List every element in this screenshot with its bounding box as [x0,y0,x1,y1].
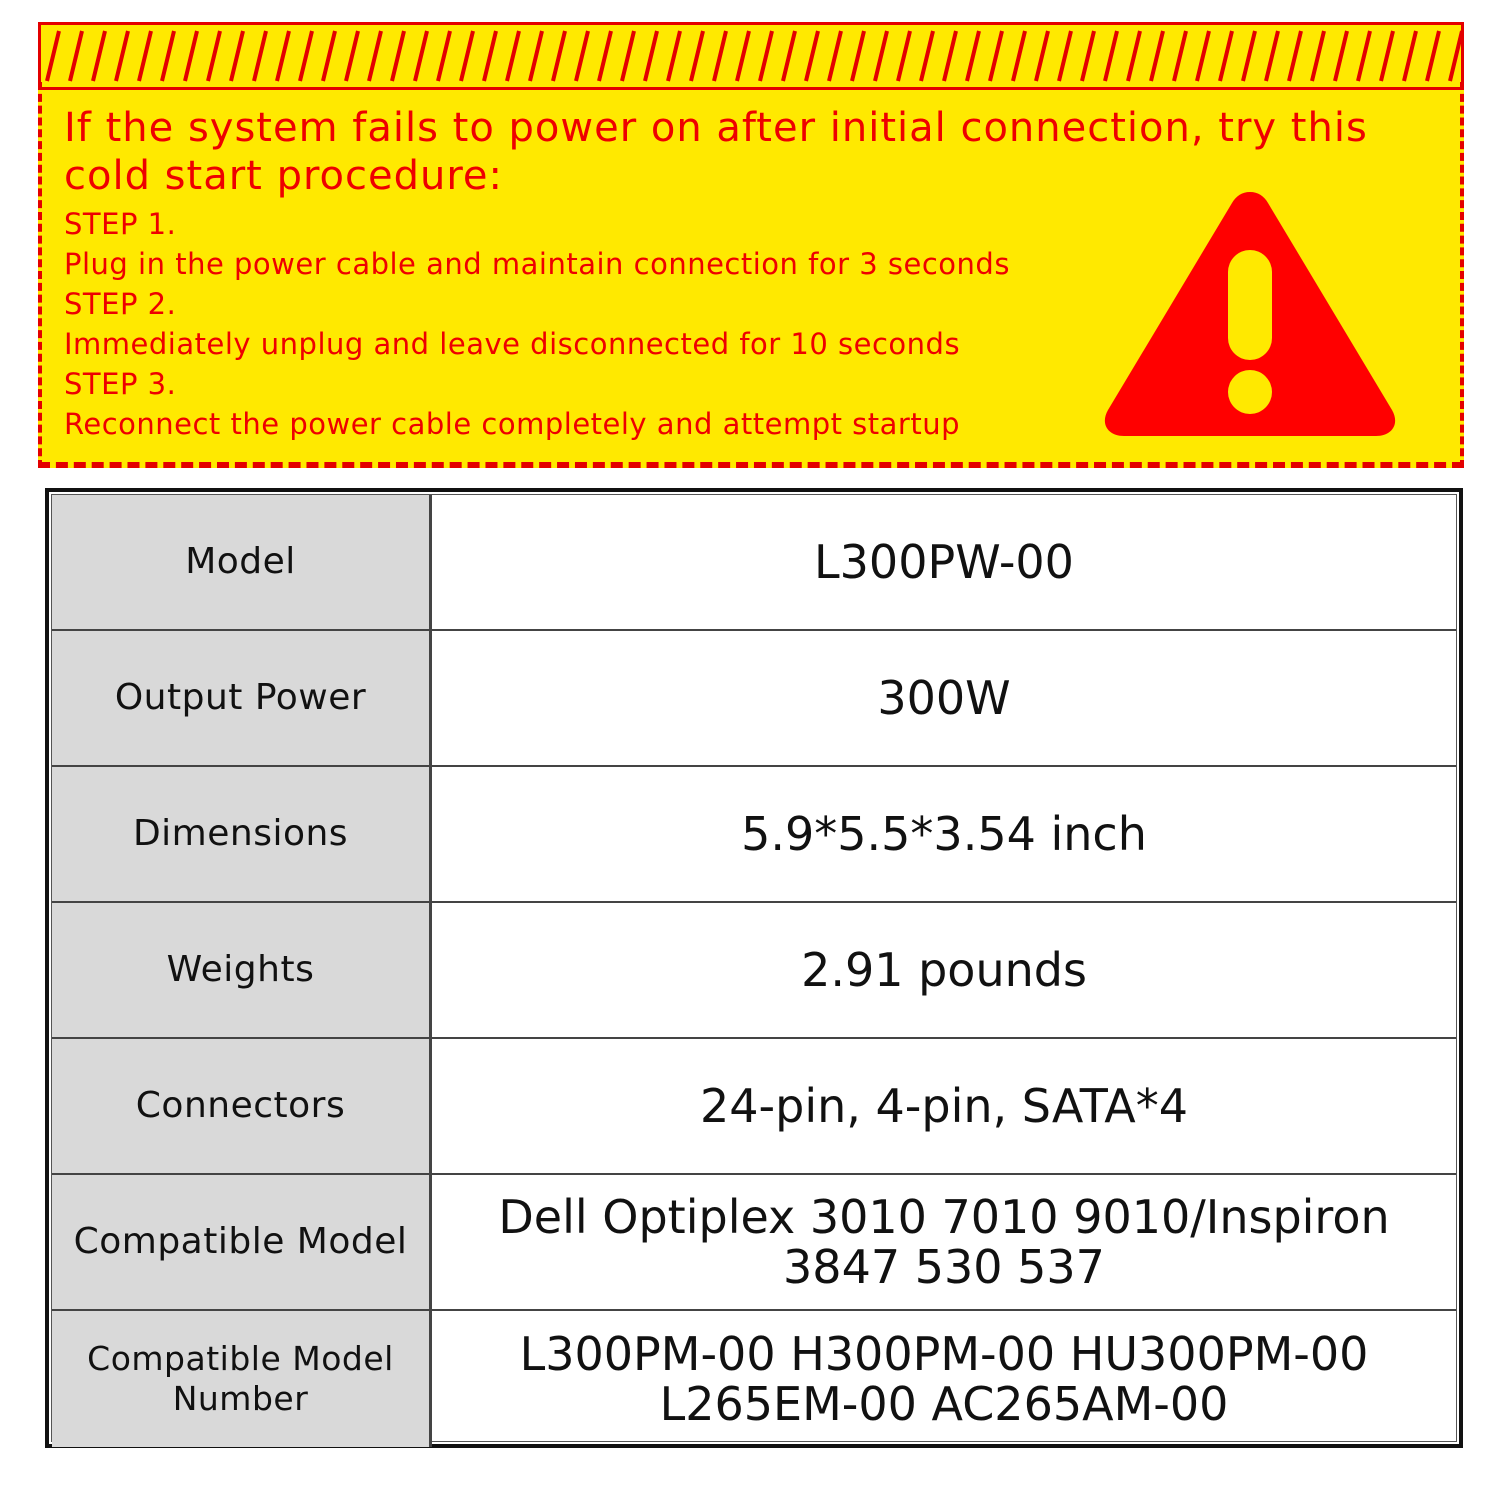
hazard-stripe-line [1450,31,1461,81]
step-3-title: STEP 3. [64,367,177,401]
hazard-stripe-line [300,31,312,81]
table-row [52,767,1456,903]
hazard-stripe-line [277,31,289,81]
hazard-stripe-line [461,31,473,81]
hazard-stripe-line [898,31,910,81]
hazard-stripe-line [369,31,381,81]
spec-table [45,488,1463,1448]
hazard-stripe-line [116,31,128,81]
hazard-stripe-line [1243,31,1255,81]
table-row [52,1039,1456,1175]
hazard-stripe-line [507,31,519,81]
hazard-stripe-line [231,31,243,81]
table-row [52,1311,1456,1447]
hazard-stripe-line [185,31,197,81]
hazard-stripe-line [990,31,1002,81]
hazard-stripe-line [783,31,795,81]
step-1-title: STEP 1. [64,207,177,241]
hazard-stripe-line [70,31,82,81]
warning-triangle-icon [1100,184,1400,440]
spec-label: Compatible Model Number [52,1311,432,1447]
hazard-stripe-line [1197,31,1209,81]
spec-label: Compatible Model [52,1175,432,1309]
hazard-stripe-line [93,31,105,81]
table-row [52,631,1456,767]
hazard-stripe-line [1059,31,1071,81]
spec-value: L300PW-00 [814,535,1074,589]
hazard-stripe-line [737,31,749,81]
spec-label: Model [52,495,432,629]
step-2-text: Immediately unplug and leave disconnected for 10 seconds [64,327,961,361]
hazard-stripe-line [1220,31,1232,81]
hazard-stripe-line [967,31,979,81]
step-2-title: STEP 2. [64,287,177,321]
hazard-stripe-line [806,31,818,81]
hazard-stripe-line [1082,31,1094,81]
hazard-stripe-line [1266,31,1278,81]
hazard-stripe-line [829,31,841,81]
hazard-stripe-line [1151,31,1163,81]
hazard-stripe-line [875,31,887,81]
hazard-stripe-line [553,31,565,81]
hazard-stripe-line [921,31,933,81]
hazard-stripe-line [484,31,496,81]
hazard-stripe-line [576,31,588,81]
hazard-stripe-line [415,31,427,81]
hazard-stripe-line [1289,31,1301,81]
hazard-stripe-line [599,31,611,81]
step-1-text: Plug in the power cable and maintain connection for 3 seconds [64,247,1010,281]
hazard-stripe-line [622,31,634,81]
table-row [52,903,1456,1039]
hazard-stripe-line [668,31,680,81]
hazard-stripe-line [691,31,703,81]
spec-value: Dell Optiplex 3010 7010 9010/Inspiron 3847 530 537 [498,1190,1390,1294]
hazard-stripe-line [1404,31,1416,81]
hazard-stripe-line [346,31,358,81]
hazard-stripe-line [645,31,657,81]
hazard-stripe-line [208,31,220,81]
hazard-stripe-line [323,31,335,81]
warning-heading: If the system fails to power on after initial connection, try this cold start procedure: [64,105,1368,199]
hazard-stripe [38,22,1464,90]
hazard-stripe-line [1036,31,1048,81]
hazard-stripe-line [1358,31,1370,81]
hazard-stripe-line [162,31,174,81]
spec-label: Dimensions [52,767,432,901]
spec-table-grid [51,494,1457,1442]
spec-value: 2.91 pounds [801,943,1087,997]
hazard-stripe-line [852,31,864,81]
table-row [52,495,1456,631]
table-row [52,1175,1456,1311]
hazard-stripe-line [254,31,266,81]
hazard-stripe-line [139,31,151,81]
hazard-stripe-line [1105,31,1117,81]
hazard-stripe-line [1335,31,1347,81]
hazard-stripe-line [1312,31,1324,81]
hazard-stripe-line [714,31,726,81]
spec-label: Connectors [52,1039,432,1173]
hazard-stripe-line [438,31,450,81]
hazard-stripe-line [1381,31,1393,81]
spec-value: 24-pin, 4-pin, SATA*4 [700,1079,1188,1133]
hazard-stripe-line [1128,31,1140,81]
step-3-text: Reconnect the power cable completely and attempt startup [64,407,961,441]
hazard-stripe-line [392,31,404,81]
spec-value: 300W [877,671,1011,725]
hazard-stripe-line [760,31,772,81]
spec-value: L300PM-00 H300PM-00 HU300PM-00 L265EM-00 AC265AM-00 [519,1327,1369,1431]
hazard-stripe-line [47,31,59,81]
hazard-stripe-line [530,31,542,81]
hazard-stripe-line [1013,31,1025,81]
hazard-stripe-line [1427,31,1439,81]
spec-value: 5.9*5.5*3.54 inch [741,807,1147,861]
spec-label: Weights [52,903,432,1037]
hazard-stripe-line [944,31,956,81]
hazard-stripe-line [1174,31,1186,81]
warning-banner [38,22,1464,468]
spec-label: Output Power [52,631,432,765]
